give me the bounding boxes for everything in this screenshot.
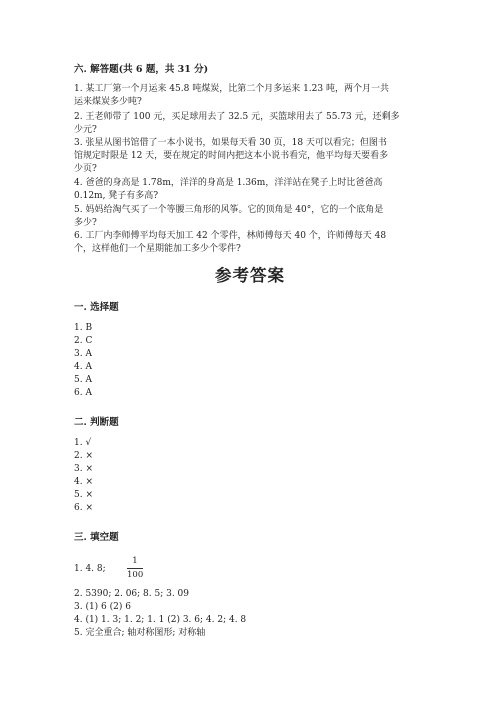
problem-line: 多少? — [74, 218, 97, 228]
answer-item: 3. A — [74, 349, 92, 359]
answer-item: 1. √ — [74, 438, 92, 448]
answer-item: 2. C — [74, 336, 93, 346]
answer-item: 3. × — [74, 464, 93, 474]
answer-item: 5. A — [74, 375, 92, 385]
problem-line: 个，这样他们一个星期能加工多少个零件? — [74, 244, 241, 254]
problem-line: 4. 爸爸的身高是 1.78m，洋洋的身高是 1.36m，洋洋站在凳子上时比爸爸高 — [74, 178, 383, 188]
problem-line: 运来煤炭多少吨? — [74, 97, 142, 107]
answer-item: 5. × — [74, 490, 93, 500]
problem-line: 2. 王老师带了 100 元，买足球用去了 32.5 元，买篮球用去了 55.73 元，还剩多 — [74, 112, 400, 122]
problem-line: 0.12m, 凳子有多高? — [74, 191, 159, 201]
problem-line: 1. 某工厂第一个月运来 45.8 吨煤炭，比第二个月多运来 1.23 吨，两个月一共 — [74, 84, 389, 94]
answer-item: 6. A — [74, 388, 92, 398]
sec2-heading: 二. 判断题 — [74, 417, 119, 428]
answer-item: 1. 4. 8; — [74, 564, 106, 574]
problem-line: 5. 妈妈给淘气买了一个等腰三角形的风筝。它的顶角是 40°，它的一个底角是 — [74, 205, 384, 215]
answer-item: 3. (1) 6 (2) 6 — [74, 602, 131, 612]
answer-item: 2. × — [74, 451, 93, 461]
answer-item: 6. × — [74, 503, 93, 513]
answer-item: 2. 5390; 2. 06; 8. 5; 3. 09 — [74, 589, 190, 599]
answer-item: 4. × — [74, 477, 93, 487]
problem-line: 馆规定时限是 12 天，要在规定的时间内把这本小说书看完，他平均每天要看多 — [74, 151, 389, 161]
problem-line: 少元? — [74, 125, 97, 135]
answers-title: 参考答案 — [215, 266, 285, 285]
sec1-heading: 一. 选择题 — [74, 302, 119, 313]
fraction — [127, 556, 143, 581]
problem-line: 少页? — [74, 164, 97, 174]
fraction-denominator: 100 — [127, 570, 144, 580]
sec3-heading: 三. 填空题 — [74, 532, 119, 543]
answer-item: 5. 完全重合; 轴对称图形; 对称轴 — [74, 628, 206, 638]
answer-item: 4. A — [74, 362, 92, 372]
answer-item: 4. (1) 1. 3; 1. 2; 1. 1 (2) 3. 6; 4. 2; 4. 8 — [74, 615, 247, 625]
fraction-bar — [127, 568, 143, 569]
problem-line: 6. 工厂内李师傅平均每天加工 42 个零件，林师傅每天 40 个，许师傅每天 48 — [74, 231, 387, 241]
fraction-numerator: 1 — [132, 556, 138, 566]
problem-line: 3. 张星从图书馆借了一本小说书，如果每天看 30 页，18 天可以看完；但图书 — [74, 138, 387, 148]
answer-item: 1. B — [74, 323, 93, 333]
part6-heading: 六. 解答题(共 6 题，共 31 分) — [74, 64, 209, 75]
